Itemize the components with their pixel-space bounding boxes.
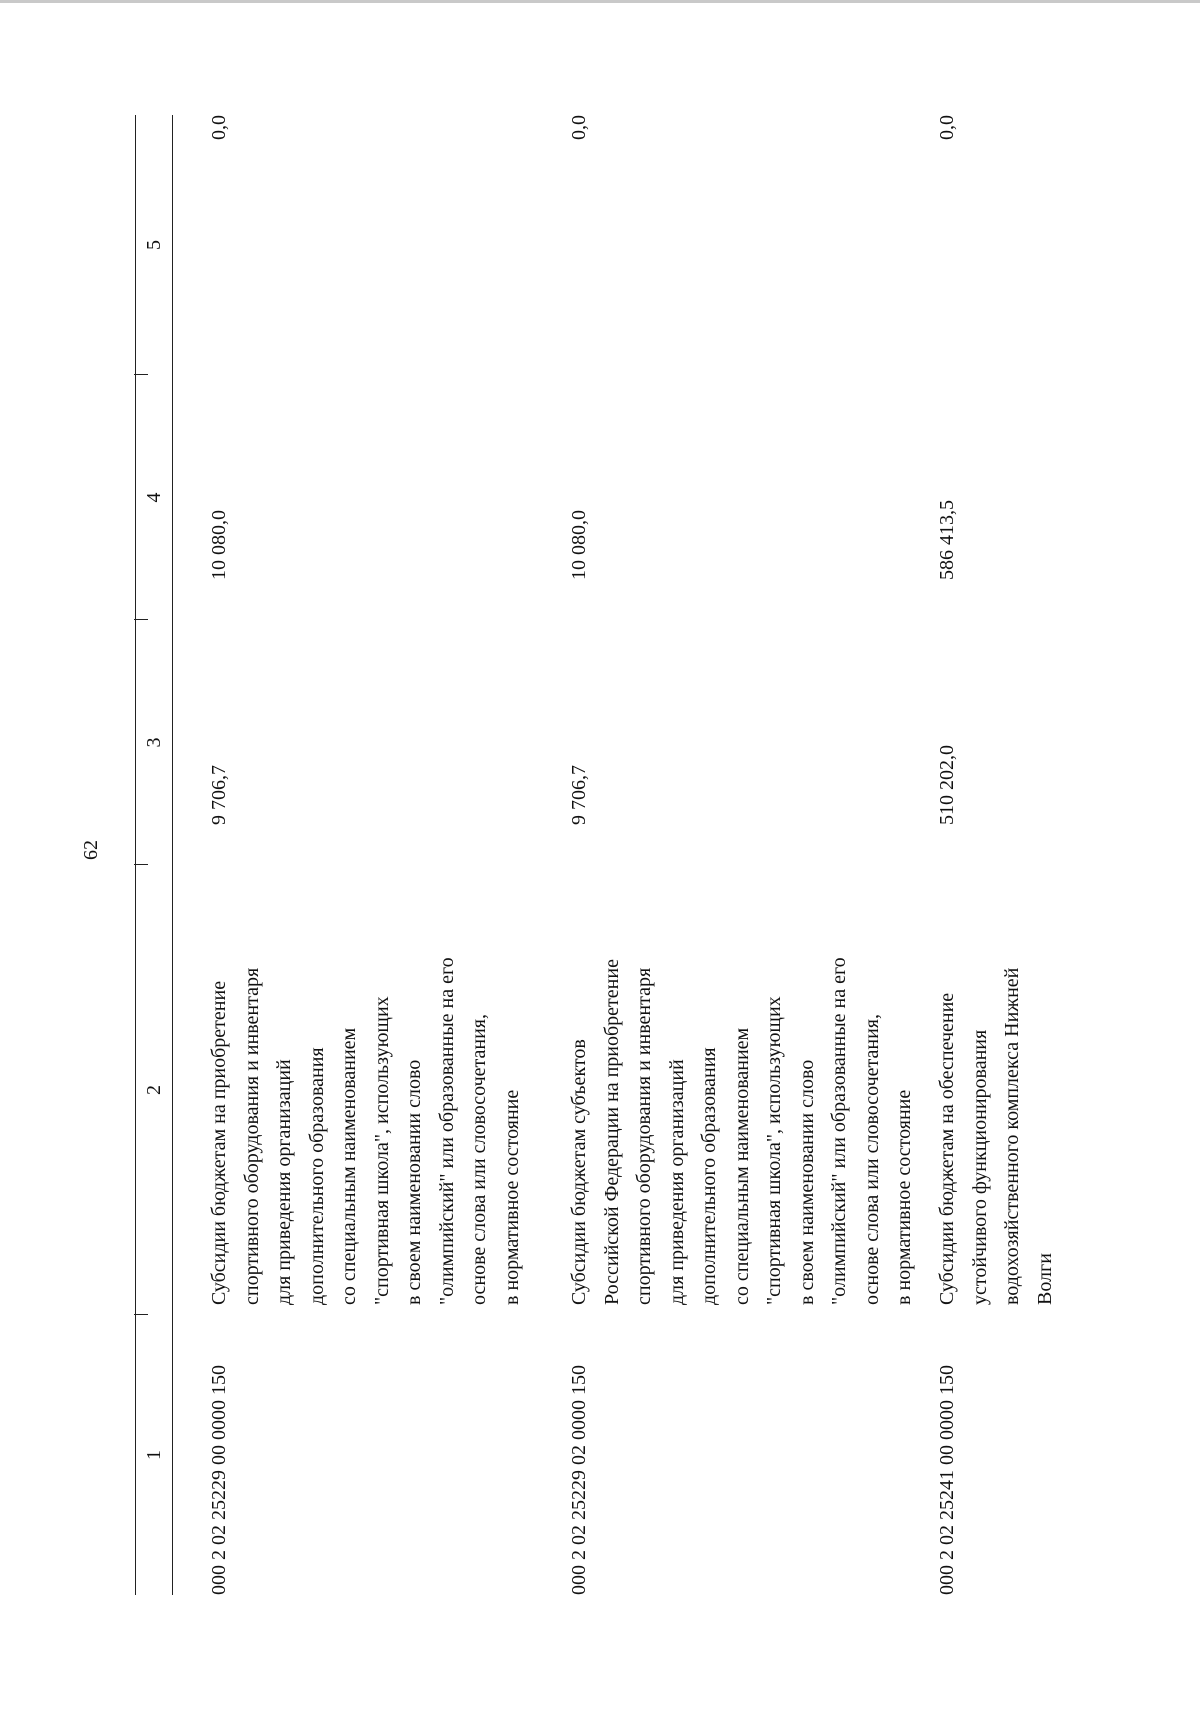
budget-code: 000 2 02 25241 00 0000 150	[936, 1365, 958, 1595]
description-line: устойчивого функционирования	[968, 1029, 991, 1305]
description	[931, 865, 1061, 1305]
description-line: Субсидии бюджетам на приобретение	[208, 980, 230, 1305]
description-line: со специальным наименованием	[730, 1027, 753, 1305]
column-header-3: 3	[143, 737, 165, 748]
value-col-3: 510 202,0	[936, 745, 958, 825]
description-line: основе слова или словосочетания,	[860, 1013, 883, 1305]
table-row	[563, 115, 931, 1595]
value-col-5: 0,0	[936, 115, 958, 140]
value-col-5: 0,0	[208, 115, 230, 140]
description-line: дополнительного образования	[305, 1047, 328, 1305]
table-row	[203, 115, 563, 1595]
budget-table	[135, 115, 1071, 1595]
description-line: спортивного оборудования и инвентаря	[633, 967, 655, 1305]
column-header-2: 2	[143, 1085, 165, 1095]
description-line: в нормативное состояние	[500, 1089, 523, 1305]
description-line: со специальным наименованием	[338, 1027, 360, 1305]
description-line: Российской Федерации на приобретение	[600, 959, 623, 1305]
description-line: Субсидии бюджетам на обеспечение	[936, 992, 958, 1305]
description-line: "спортивная школа", использующих	[763, 996, 785, 1305]
value-col-4: 586 413,5	[936, 500, 958, 580]
description-line: в своем наименовании слово	[795, 1059, 818, 1305]
description-line: "олимпийский" или образованные на его	[435, 957, 458, 1305]
value-col-4: 10 080,0	[568, 510, 590, 580]
description-line: водохозяйственного комплекса Нижней	[1001, 967, 1023, 1305]
value-col-3: 9 706,7	[568, 765, 590, 825]
description-line: Субсидии бюджетам субъектов	[568, 1039, 590, 1305]
description-line: в нормативное состояние	[893, 1089, 915, 1305]
description-line: в своем наименовании слово	[403, 1059, 425, 1305]
description-line: основе слова или словосочетания,	[468, 1013, 490, 1305]
description-line: "олимпийский" или образованные на его	[828, 957, 850, 1305]
value-col-3: 9 706,7	[208, 765, 230, 825]
value-col-4: 10 080,0	[208, 510, 230, 580]
table-row	[931, 115, 1071, 1595]
column-header-row	[135, 115, 173, 1595]
description-line: Волги	[1033, 1253, 1056, 1305]
column-header-1: 1	[143, 1450, 165, 1460]
description-line: дополнительного образования	[698, 1047, 720, 1305]
value-col-5: 0,0	[568, 115, 590, 140]
budget-code: 000 2 02 25229 00 0000 150	[208, 1365, 230, 1595]
description-line: "спортивная школа", использующих	[370, 996, 393, 1305]
description	[203, 865, 528, 1305]
description	[563, 865, 921, 1305]
description-line: для приведения организаций	[665, 1059, 688, 1305]
budget-code: 000 2 02 25229 02 0000 150	[568, 1365, 590, 1595]
column-header-5: 5	[143, 240, 165, 250]
description-line: спортивного оборудования и инвентаря	[240, 967, 263, 1305]
description-line: для приведения организаций	[273, 1059, 295, 1305]
column-header-4: 4	[143, 492, 165, 503]
page-number: 62	[80, 840, 102, 860]
